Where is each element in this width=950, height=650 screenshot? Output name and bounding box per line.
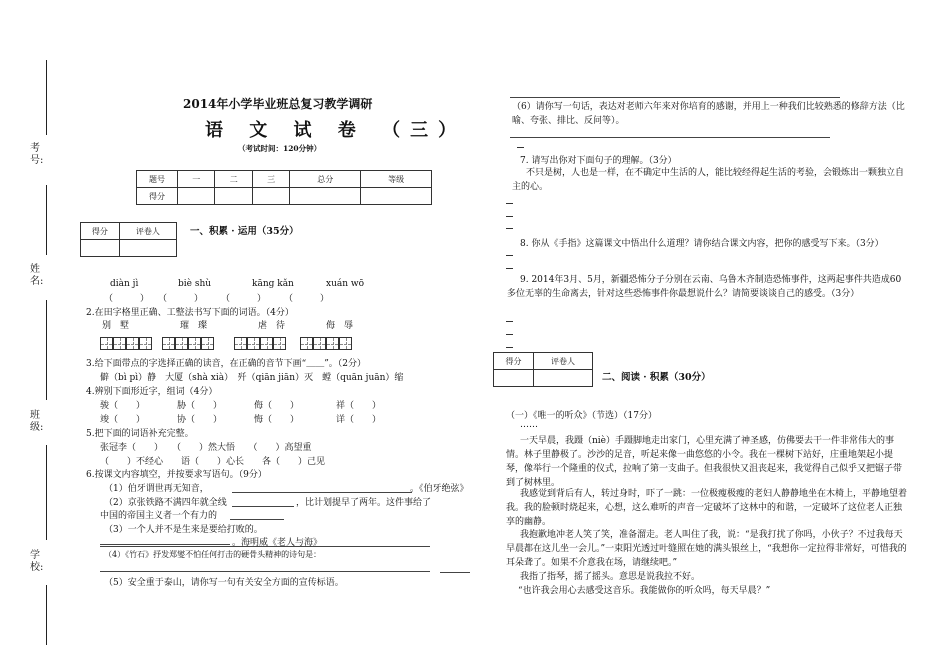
q6-5-text: （5）安全重于泰山，请你写一句有关安全方面的宣传标语。 <box>104 578 344 588</box>
q8-prompt: 8. 你从《手指》这篇课文中悟出什么道理？请你结合课文内容，把你的感受写下来。（3分） <box>520 239 884 249</box>
binding-line-3 <box>46 445 47 540</box>
section1-heading: 一、积累 · 运用（35分） <box>190 226 299 237</box>
q6-2-text-b: ，比计划提早了两年。这件事给了 <box>296 498 432 508</box>
q6-3-source: 。海明威《老人与海》 <box>232 538 323 548</box>
reading-paragraph-2: 我感觉到背后有人，转过身时，吓了一跳：一位极瘦极瘦的老妇人静静地坐在木椅上，平静地望着我。我的脸顿时烧起来，心想，这么难听的声音一定破坏了这林中的和谐，一定破坏了这位老人正独享的幽静。 <box>506 489 908 527</box>
grader-name-cell[interactable] <box>534 370 593 387</box>
score-table-header: 一 <box>178 171 215 188</box>
q4-item[interactable]: 详（ ） <box>336 415 382 425</box>
writing-grid-3[interactable] <box>234 337 286 350</box>
binding-line-2 <box>46 300 47 400</box>
q5-row[interactable]: 张冠李（ ） （ ）然大悟 （ ）高望重 <box>100 443 312 453</box>
exam-title: 2014年小学毕业班总复习教学调研 <box>183 97 373 111</box>
q6-1-text: （1）伯牙谓世再无知音， <box>104 484 209 494</box>
q6-6-prompt: （6）请你写一句话，表达对老师六年来对你培育的感谢，并用上一种我们比较熟悉的修辞方法（比喻、夸张、排比、反问等）。 <box>512 102 905 126</box>
score-table-header: 三 <box>252 171 289 188</box>
score-table-header: 等级 <box>361 171 432 188</box>
q6-3-text: （3）一个人并不是生来是要给打败的。 <box>104 525 263 535</box>
exam-time: （考试时间：120分钟） <box>238 144 322 153</box>
q5-prompt: 5.把下面的词语补充完整。 <box>86 429 194 439</box>
q6-4-text: （4）《竹石》抒发郑燮不怕任何打击的硬骨头精神的诗句是： <box>104 550 322 559</box>
writing-grid-1[interactable] <box>100 337 152 350</box>
q6-4-blank-top[interactable] <box>100 546 430 547</box>
score-cell[interactable] <box>178 188 215 205</box>
q6-prompt: 6.按课文内容填空，并按要求写语句。（9分） <box>86 470 267 480</box>
binding-line-1 <box>46 185 47 255</box>
answer-dash[interactable] <box>506 321 513 322</box>
q3-options[interactable]: 僻（bì pì）静 大厦（shà xià） 歼（qiān jiān）灭 螳（quān juān）缩 <box>100 373 404 383</box>
answer-dash[interactable] <box>506 334 513 335</box>
section2-heading: 二、阅读 · 积累（30分） <box>602 372 711 383</box>
name-label: 姓名: <box>30 264 44 287</box>
writing-grid-4[interactable] <box>300 337 352 350</box>
q7-quote: 不只是树，人也是一样，在不确定中生活的人，能比较经得起生活的考验，会锻炼出一颗独立自主的心。 <box>512 168 905 192</box>
q6-3-blank[interactable] <box>100 544 230 545</box>
q2-word-3: 虐 待 <box>258 321 286 331</box>
school-label: 学校: <box>30 550 44 573</box>
score-table-header: 二 <box>215 171 252 188</box>
q5-row[interactable]: （ ）不经心 语（ ）心长 各（ ）己见 <box>100 457 326 467</box>
score-cell[interactable] <box>361 188 432 205</box>
answer-dash[interactable] <box>517 147 524 148</box>
q4-item[interactable]: 悔（ ） <box>254 415 300 425</box>
exam-subtitle: 语 文 试 卷 （三） <box>205 120 467 141</box>
q4-item[interactable]: 竣（ ） <box>100 415 146 425</box>
answer-dash[interactable] <box>506 268 513 269</box>
q1-pinyin-4: xuán wō <box>326 279 365 289</box>
grader-name-cell[interactable] <box>119 240 176 257</box>
reading-paragraph-1: 一天早晨，我蹑（niè）手蹑脚地走出家门，心里充满了神圣感，仿佛要去干一件非常伟大的事情。林子里静极了。沙沙的足音，听起来像一曲悠悠的小令。我在一棵树下站好，庄重地架起小提琴，像举行一个隆重的仪式，拉响了第一支曲子。但我很快又沮丧起来，我觉得自己似乎又把锯子带到了树林里。 <box>506 436 903 488</box>
q1-pinyin-2: biè shù <box>178 279 212 289</box>
score-table-header: 总分 <box>290 171 361 188</box>
answer-dash[interactable] <box>506 203 513 204</box>
q6-6-answer-line[interactable] <box>510 137 830 138</box>
grader-score-cell[interactable] <box>81 240 120 257</box>
q9-prompt: 9. 2014年3月、5月，新疆恐怖分子分别在云南、乌鲁木齐制造恐怖事件，这两起事件共造成60多位无辜的生命离去，针对这些恐怖事件你最想说什么？请简要谈谈自己的感受。（3分） <box>507 275 902 299</box>
score-cell[interactable] <box>215 188 252 205</box>
answer-dash[interactable] <box>506 228 513 229</box>
q6-5-answer-line[interactable] <box>510 97 840 98</box>
score-table <box>136 170 432 205</box>
q6-2-text-c: 中国的帝国主义者一个有力的 <box>100 511 218 521</box>
q4-item[interactable]: 祥（ ） <box>336 401 382 411</box>
binding-line-bottom <box>46 585 47 645</box>
ellipsis: …… <box>520 420 538 430</box>
reading-title: （一）《唯一的听众》（节选）（17分） <box>506 411 657 421</box>
score-cell[interactable] <box>252 188 289 205</box>
q1-answer-parens[interactable]: （ ） （ ） （ ） （ ） <box>104 294 330 304</box>
q3-prompt: 3.给下面带点的字选择正确的读音，在正确的音节下画“＿＿”。（2分） <box>86 359 367 369</box>
q6-5-blank[interactable] <box>440 572 470 573</box>
q1-pinyin-3: kāng kǎn <box>252 279 294 289</box>
score-cell[interactable] <box>290 188 361 205</box>
reading-paragraph-4: 我指了指琴，摇了摇头。意思是说我拉不好。 <box>520 572 701 582</box>
q2-word-1: 别 墅 <box>102 321 130 331</box>
reading-paragraph-5: “也许我会用心去感受这音乐。我能做你的听众吗，每天早晨？” <box>518 586 771 596</box>
q6-1-source: 。《伯牙绝弦》 <box>410 484 469 494</box>
q6-2-blank-1[interactable] <box>232 506 294 507</box>
q7-prompt: 7. 请写出你对下面句子的理解。（3分） <box>520 156 677 166</box>
grader-score-label: 得分 <box>494 353 534 370</box>
grader-name-label: 评卷人 <box>534 353 593 370</box>
grader-score-label: 得分 <box>81 223 120 240</box>
q6-4-blank[interactable] <box>100 571 430 572</box>
q2-prompt: 2.在田字格里正确、工整法书写下面的词语。（4分） <box>86 308 294 318</box>
q6-1-blank[interactable] <box>232 492 412 493</box>
answer-dash[interactable] <box>506 347 513 348</box>
grader-box-2 <box>493 352 593 387</box>
class-label: 班级: <box>30 410 44 433</box>
writing-grid-2[interactable] <box>162 337 214 350</box>
score-table-header: 题号 <box>137 171 178 188</box>
grader-name-label: 评卷人 <box>119 223 176 240</box>
exam-number-label: 考号: <box>30 143 44 166</box>
q4-prompt: 4.辨别下面形近字，组词（4分） <box>86 387 218 397</box>
q6-2-blank-2[interactable] <box>230 519 284 520</box>
q2-word-4: 侮 辱 <box>326 321 354 331</box>
grader-score-cell[interactable] <box>494 370 534 387</box>
score-table-row-label: 得分 <box>137 188 178 205</box>
q4-item[interactable]: 协（ ） <box>177 415 223 425</box>
q4-item[interactable]: 骏（ ） <box>100 401 146 411</box>
answer-dash[interactable] <box>506 255 513 256</box>
grader-box-1 <box>80 222 177 257</box>
q1-pinyin-1: diàn jì <box>110 279 139 289</box>
reading-paragraph-3: 我抱歉地冲老人笑了笑，准备溜走。老人叫住了我，说：“是我打扰了你吗，小伙子？不过我每天早晨都在这儿坐一会儿。”一束阳光透过叶缝照在她的满头银丝上，“我想你一定拉得非常好，可惜我的耳朵聋了。如果不介意我在场，请继续吧。” <box>506 530 907 568</box>
q4-item[interactable]: 侮（ ） <box>254 401 300 411</box>
binding-line-top <box>46 60 47 135</box>
q4-item[interactable]: 胁（ ） <box>177 401 223 411</box>
q2-word-2: 璀 璨 <box>180 321 208 331</box>
q6-2-text-a: （2）京张铁路不满四年就全线 <box>104 498 227 508</box>
answer-dash[interactable] <box>506 216 513 217</box>
